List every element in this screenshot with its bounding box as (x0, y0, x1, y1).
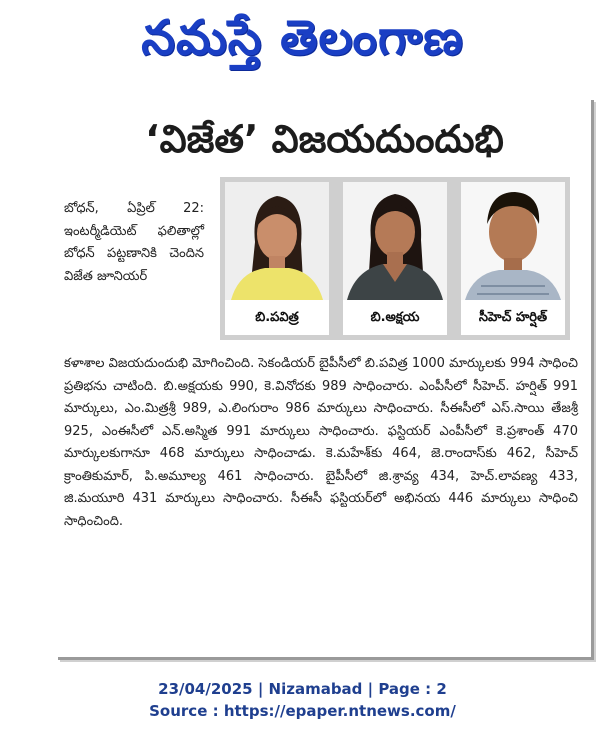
student-photo-1 (225, 182, 329, 335)
newspaper-logo: నమస్తే తెలంగాణ (141, 10, 464, 66)
student-caption-3: సీహెచ్ హర్షిత్ (478, 310, 548, 325)
student-caption-2: బి.అక్షయ (370, 310, 420, 325)
student-portrait-3 (461, 182, 565, 300)
article-headline: ‘విజేత’ విజయదుందుభి (145, 117, 504, 161)
edition-info: 23/04/2025 | Nizamabad | Page : 2 (158, 680, 447, 698)
student-portrait-2 (343, 182, 447, 300)
student-photo-2 (343, 182, 447, 335)
dateline-paragraph: బోధన్, ఏప్రిల్ 22: ఇంటర్మీడియెట్ ఫలితాల్లో బోధన్ పట్టణానికి చెందిన విజేత జూనియర్ (64, 201, 204, 284)
masthead (0, 0, 605, 88)
student-photo-3 (461, 182, 565, 335)
source-link[interactable]: Source : https://epaper.ntnews.com/ (149, 702, 456, 720)
student-photos (220, 177, 570, 340)
student-portrait-1 (225, 182, 329, 300)
article-clipping (58, 100, 594, 660)
article-body: కళాశాల విజయదుందుభి మోగించింది. సెకండియర్ బైపీసీలో బి.పవిత్ర 1000 మార్కులకు 994 సాధించి ప్రతిభను చాటింది. బి.అక్షయకు 990, కె.వినోదకు 989 సాధించారు. ఎంపీసీలో సీహెచ్. హర్షిత్ 991 మార్కులు, ఎం.మిత్రశ్రీ 989, ఎ.లింగురాం 986 మార్కులు సాధించారు. సీఈసీలో ఎస్.సాయి తేజశ్రీ 925, ఎంఈసీలో ఎన్.అస్మిత 991 మార్కులు సాధించారు. ఫస్టియర్ ఎంపీసీలో కె.ప్రశాంత్ 470 మార్కులకుగానూ 468 మార్కులు సాధించాడు. కె.మహేశ్‌కు 464, జె.రాందాస్‌కు 462, సీహెచ్ క్రాంతికుమార్, పి.అమూల్య 461 సాధించారు. బైపీసీలో జి.శ్రావ్య 434, హెచ్.లావణ్య 433, జి.మయూరి 431 మార్కులు సాధించారు. సీఈసీ ఫస్టియర్‌లో అభినయ 446 మార్కులు సాధించి సాధించింది. (64, 356, 578, 529)
student-caption-1: బి.పవిత్ర (255, 310, 299, 325)
